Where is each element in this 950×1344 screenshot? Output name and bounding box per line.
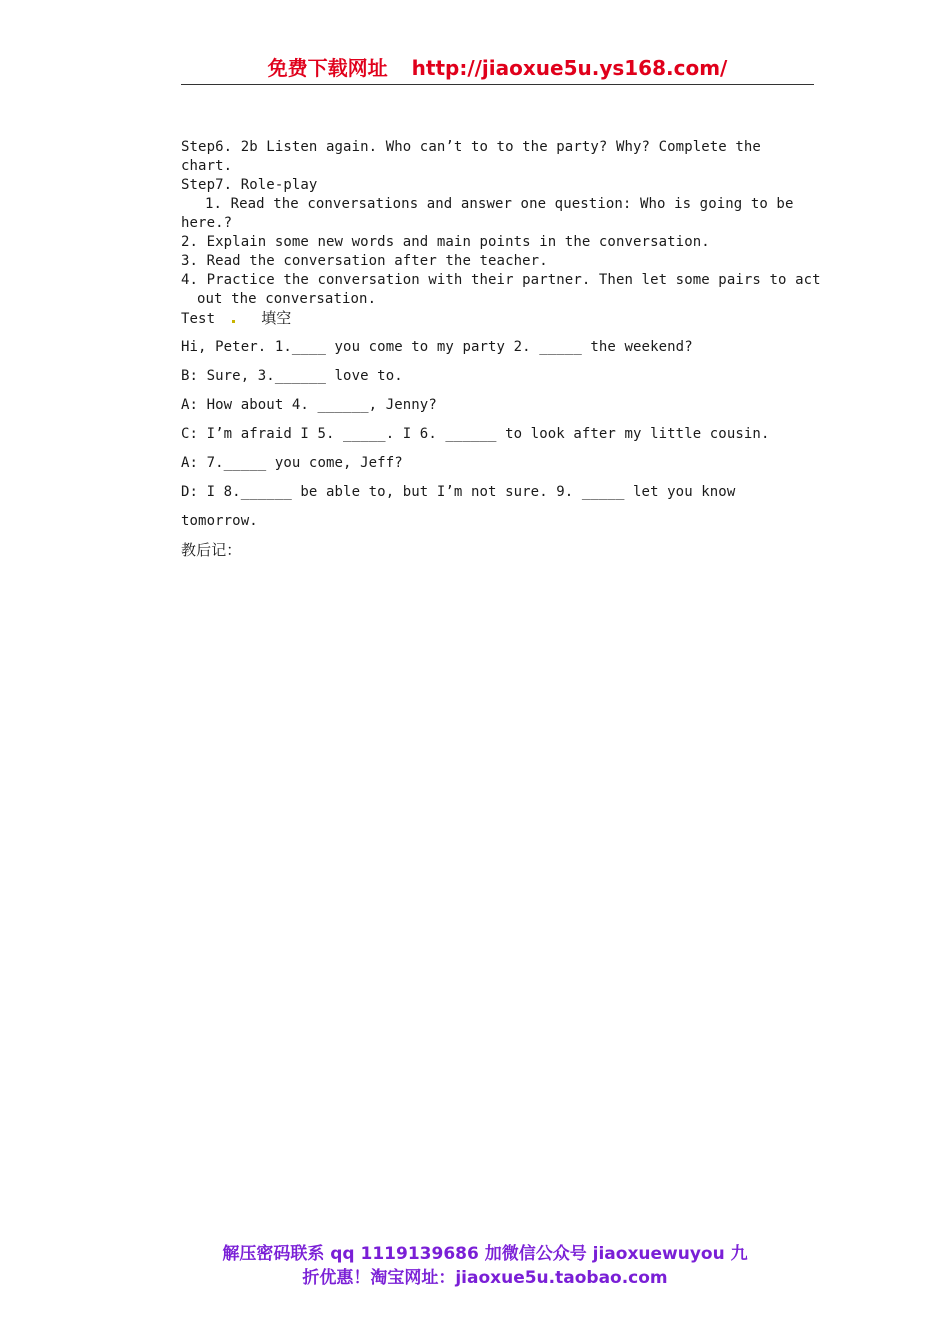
page-header [181,54,814,85]
roleplay-item-2: 2. Explain some new words and main points in the conversation. [181,234,710,250]
afterword-label: 教后记： [181,541,242,559]
dialog-line-2: B: Sure, 3.______ love to. [181,368,403,384]
test-heading [181,309,821,328]
roleplay-item-4-line-1: 4. Practice the conversation with their partner. Then let some pairs to act [181,272,821,288]
stray-mark-icon [232,320,235,323]
dialog-line-5: A: 7._____ you come, Jeff? [181,455,403,471]
header-url-link[interactable]: http://jiaoxue5u.ys168.com/ [411,56,728,80]
dialog-line-1: Hi, Peter. 1.____ you come to my party 2. _____ the weekend? [181,339,693,355]
test-label: Test [181,311,216,327]
dialog-line-3: A: How about 4. ______, Jenny? [181,397,437,413]
page-footer [180,1242,790,1290]
test-cn-label: 填空 [261,309,292,327]
dialog-line-6: D: I 8.______ be able to, but I’m not sure. 9. _____ let you know [181,484,736,500]
footer-line-1: 解压密码联系 qq 1119139686 加微信公众号 jiaoxuewuyou 九 [222,1244,748,1264]
roleplay-item-1-line-1: 1. Read the conversations and answer one question: Who is going to be [205,196,794,212]
step6-line-2: chart. [181,158,233,174]
roleplay-item-1-line-2: here.? [181,215,233,231]
roleplay-item-3: 3. Read the conversation after the teacher. [181,253,548,269]
roleplay-item-4-line-2: out the conversation. [197,291,377,307]
footer-line-2: 折优惠！淘宝网址：jiaoxue5u.taobao.com [302,1268,668,1288]
dialog-line-7: tomorrow. [181,513,258,529]
step6-line-1: Step6. 2b Listen again. Who can’t to to the party? Why? Complete the [181,139,761,155]
dialog-line-4: C: I’m afraid I 5. _____. I 6. ______ to look after my little cousin. [181,426,770,442]
step7-heading: Step7. Role-play [181,177,318,193]
header-label: 免费下载网址 [267,56,388,80]
document-body [181,138,821,570]
